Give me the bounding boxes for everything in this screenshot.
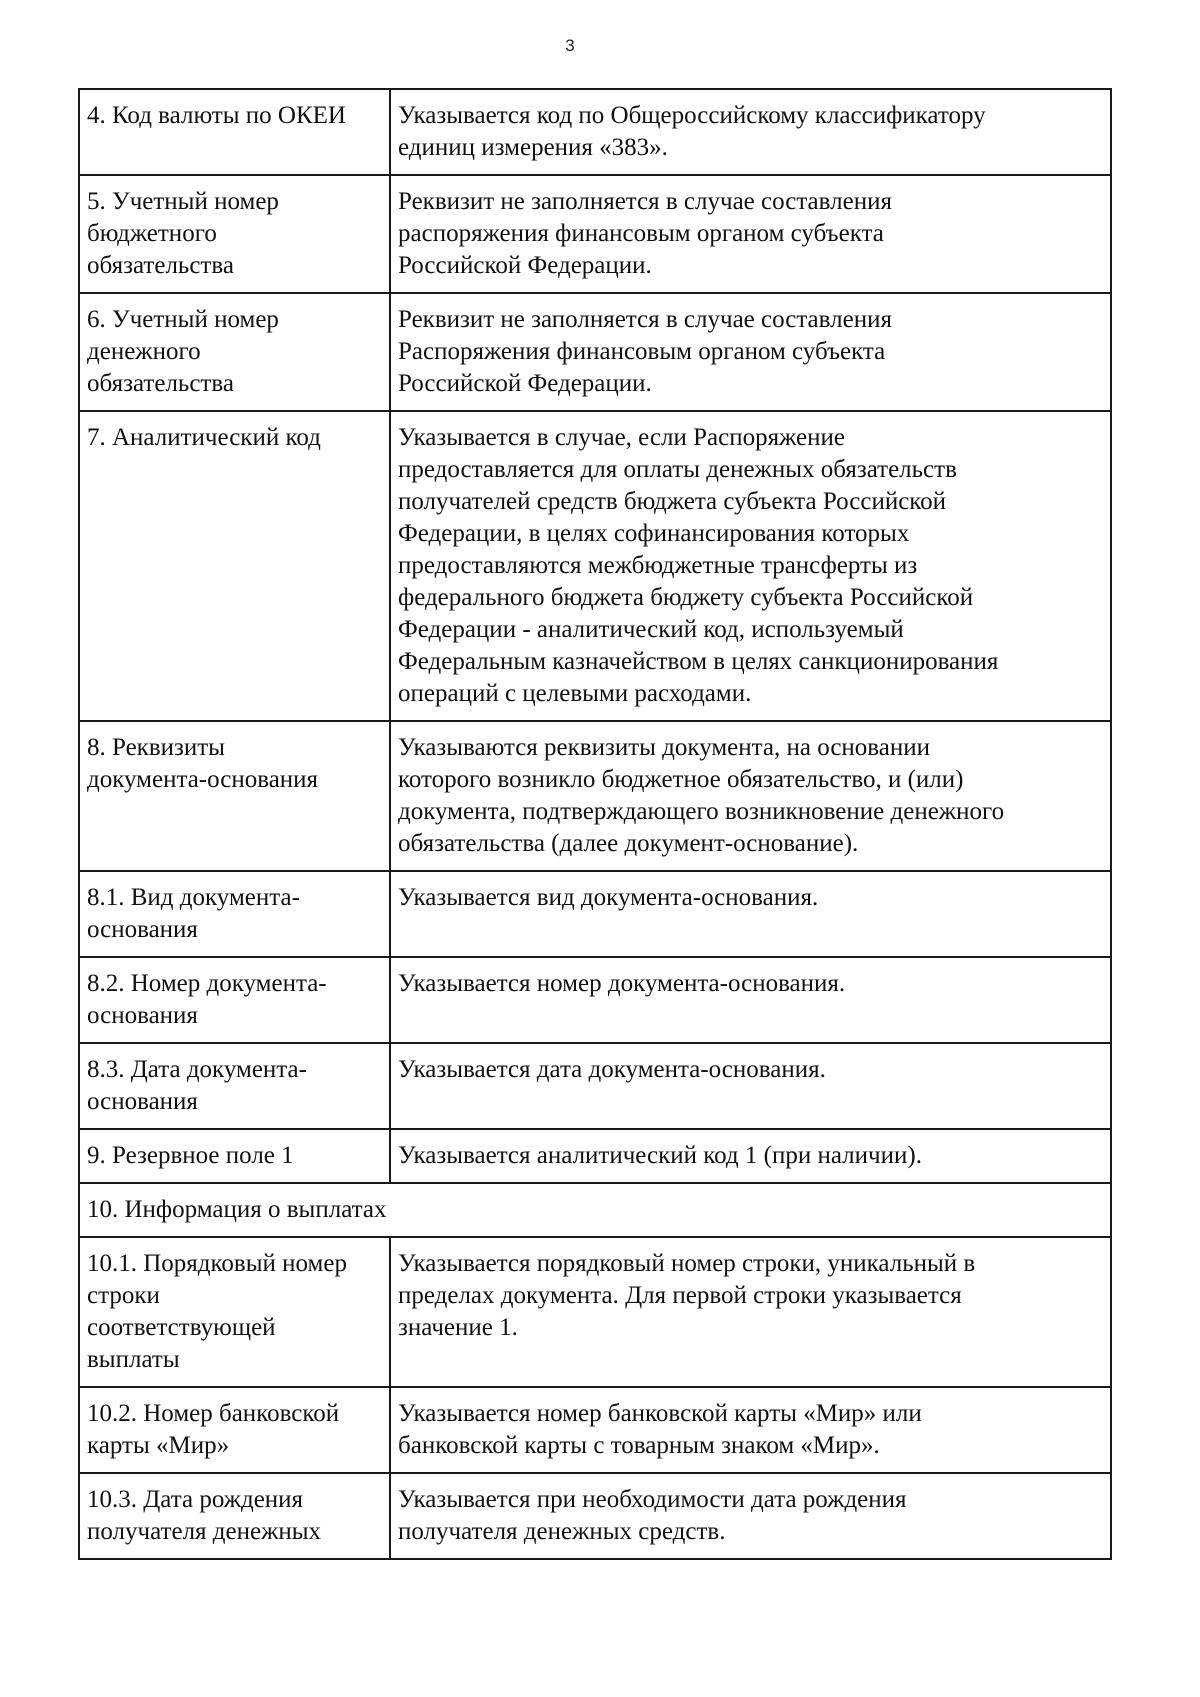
requisite-label: 10.2. Номер банковской карты «Мир» xyxy=(79,1387,390,1473)
requisite-label: 8.1. Вид документа- основания xyxy=(79,871,390,957)
requisite-description: Указывается номер документа-основания. xyxy=(390,957,1111,1043)
requisite-description: Указывается порядковый номер строки, уникальный в пределах документа. Для первой строки указывается значение 1. xyxy=(390,1237,1111,1387)
requisite-label: 7. Аналитический код xyxy=(79,411,390,721)
table-row xyxy=(79,175,1111,293)
requisite-description: Реквизит не заполняется в случае составления распоряжения финансовым органом субъекта Российской Федерации. xyxy=(390,175,1111,293)
requisite-description: Указывается в случае, если Распоряжение предоставляется для оплаты денежных обязательств получателей средств бюджета субъекта Российской Федерации, в целях софинансирования которых предоставляются межбюджетные трансферты из федерального бюджета бюджету субъекта Российской Федерации - аналитический код, используемый Федеральным казначейством в целях санкционирования операций с целевыми расходами. xyxy=(390,411,1111,721)
requisite-description: Указывается аналитический код 1 (при наличии). xyxy=(390,1129,1111,1183)
table-row xyxy=(79,293,1111,411)
requisite-description: Реквизит не заполняется в случае составления Распоряжения финансовым органом субъекта Российской Федерации. xyxy=(390,293,1111,411)
table-row xyxy=(79,721,1111,871)
requisite-description: Указываются реквизиты документа, на основании которого возникло бюджетное обязательство, и (или) документа, подтверждающего возникновение денежного обязательства (далее документ-основание). xyxy=(390,721,1111,871)
table-row xyxy=(79,957,1111,1043)
requisite-label: 10.1. Порядковый номер строки соответствующей выплаты xyxy=(79,1237,390,1387)
requisite-label: 8.3. Дата документа- основания xyxy=(79,1043,390,1129)
page-number: 3 xyxy=(565,36,575,55)
requisite-label: 5. Учетный номер бюджетного обязательства xyxy=(79,175,390,293)
requisite-label: 6. Учетный номер денежного обязательства xyxy=(79,293,390,411)
requisites-table xyxy=(78,88,1112,1560)
section-row xyxy=(79,1183,1111,1237)
table-row xyxy=(79,1473,1111,1559)
requisite-label: 4. Код валюты по ОКЕИ xyxy=(79,89,390,175)
table-row xyxy=(79,1129,1111,1183)
table-row xyxy=(79,871,1111,957)
table-row xyxy=(79,1043,1111,1129)
table-row xyxy=(79,89,1111,175)
requisite-label: 10.3. Дата рождения получателя денежных xyxy=(79,1473,390,1559)
requisite-description: Указывается при необходимости дата рождения получателя денежных средств. xyxy=(390,1473,1111,1559)
requisite-label: 8. Реквизиты документа-основания xyxy=(79,721,390,871)
table-row xyxy=(79,1237,1111,1387)
section-heading: 10. Информация о выплатах xyxy=(79,1183,1111,1237)
table-row xyxy=(79,1387,1111,1473)
requisite-description: Указывается код по Общероссийскому классификатору единиц измерения «383». xyxy=(390,89,1111,175)
table-row xyxy=(79,411,1111,721)
requisite-description: Указывается номер банковской карты «Мир» или банковской карты с товарным знаком «Мир». xyxy=(390,1387,1111,1473)
requisite-label: 9. Резервное поле 1 xyxy=(79,1129,390,1183)
requisite-description: Указывается дата документа-основания. xyxy=(390,1043,1111,1129)
requisite-label: 8.2. Номер документа- основания xyxy=(79,957,390,1043)
requisite-description: Указывается вид документа-основания. xyxy=(390,871,1111,957)
